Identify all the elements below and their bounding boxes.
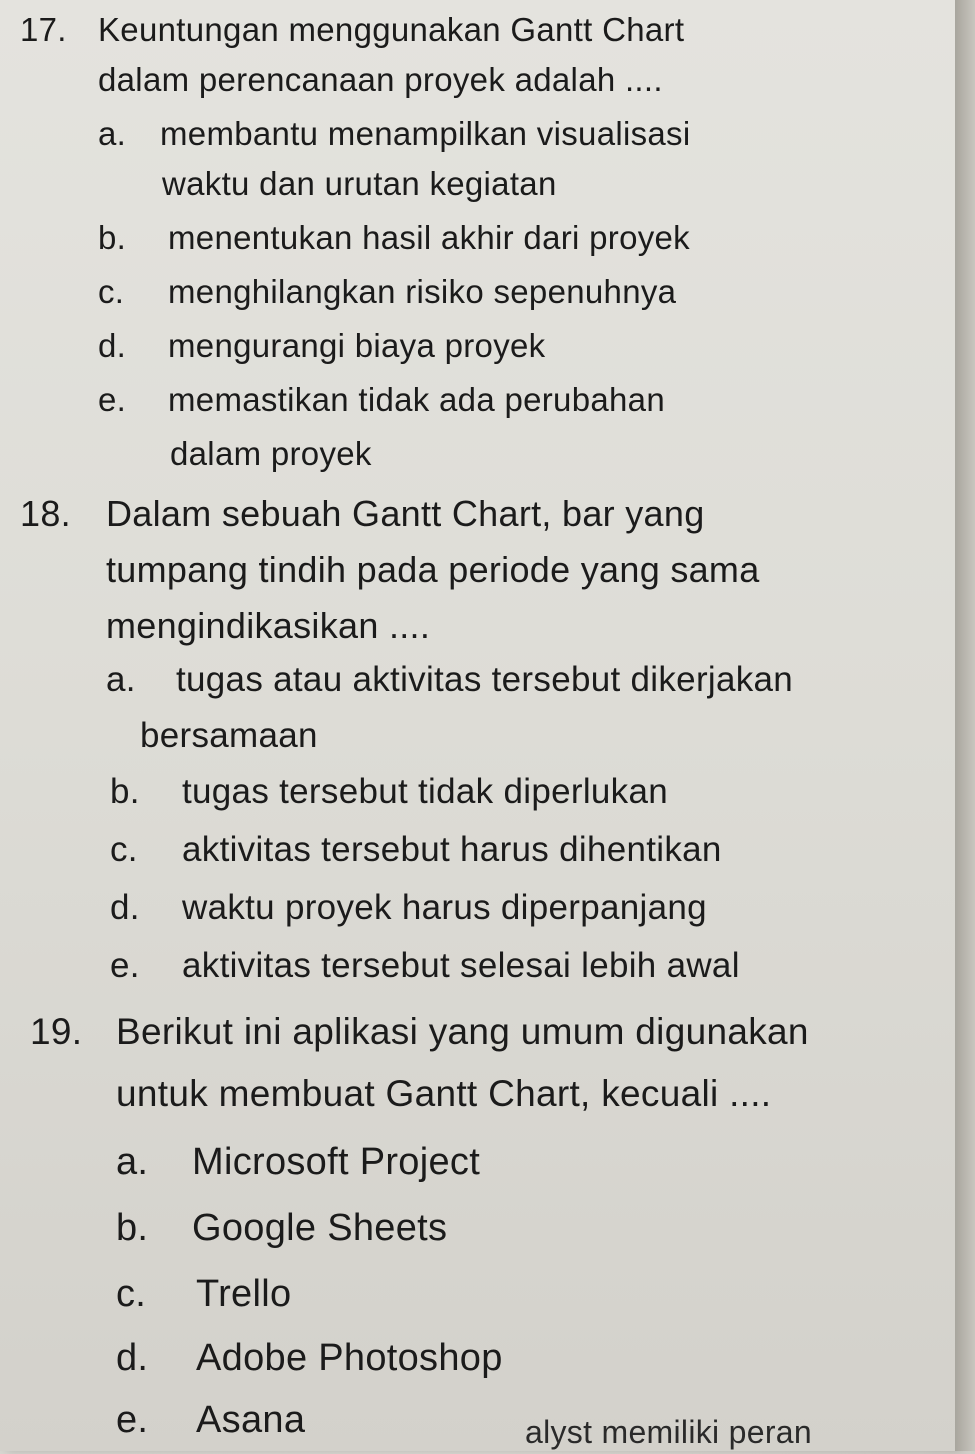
question-text: Keuntungan menggunakan Gantt Chart (98, 11, 685, 48)
question-17-line-1 (20, 8, 684, 52)
option-text: Microsoft Project (192, 1141, 481, 1183)
question-19-line-2 (116, 1072, 771, 1116)
option-letter: b. (98, 219, 127, 256)
option-text: Google Sheets (192, 1207, 448, 1249)
option-letter: e. (110, 946, 140, 985)
question-text: mengindikasikan .... (106, 605, 431, 646)
option-17a-line-2 (162, 162, 557, 206)
option-text: tugas tersebut tidak diperlukan (182, 772, 668, 811)
option-text: tugas atau aktivitas tersebut dikerjakan (176, 660, 794, 699)
option-19b (116, 1206, 447, 1250)
question-text: dalam perencanaan proyek adalah .... (98, 61, 663, 98)
option-17e-line-2 (170, 432, 372, 476)
option-text: memastikan tidak ada perubahan (168, 381, 665, 418)
option-18a-line-1 (106, 658, 793, 702)
option-letter: d. (116, 1337, 149, 1379)
option-text: menghilangkan risiko sepenuhnya (168, 273, 677, 310)
option-18b (110, 770, 668, 814)
option-text: aktivitas tersebut harus dihentikan (182, 830, 722, 869)
option-text: Asana (196, 1399, 306, 1441)
option-18a-line-2 (140, 714, 318, 758)
option-letter: a. (98, 115, 127, 152)
question-18-line-3 (106, 604, 430, 648)
option-letter: d. (110, 888, 140, 927)
question-text: Berikut ini aplikasi yang umum digunakan (116, 1011, 809, 1052)
question-number: 19. (30, 1011, 83, 1052)
question-text: tumpang tindih pada periode yang sama (106, 549, 760, 590)
option-text: waktu proyek harus diperpanjang (182, 888, 707, 927)
option-letter: a. (106, 660, 136, 699)
fragment-text: alyst memiliki peran (525, 1414, 812, 1450)
option-text: Trello (196, 1273, 292, 1315)
option-letter: e. (116, 1399, 149, 1441)
option-17a-line-1 (98, 112, 691, 156)
option-letter: b. (116, 1207, 149, 1249)
option-18c (110, 828, 722, 872)
question-18-line-1 (20, 492, 705, 536)
option-letter: b. (110, 772, 140, 811)
option-letter: c. (116, 1273, 147, 1315)
option-letter: c. (110, 830, 138, 869)
option-letter: c. (98, 273, 125, 310)
question-text: Dalam sebuah Gantt Chart, bar yang (106, 493, 705, 534)
page-edge-shadow (955, 0, 975, 1451)
option-text: Adobe Photoshop (196, 1337, 503, 1379)
option-text: mengurangi biaya proyek (168, 327, 546, 364)
option-19e (116, 1398, 305, 1442)
option-letter: d. (98, 327, 127, 364)
option-text: dalam proyek (170, 435, 372, 472)
option-17d (98, 324, 545, 368)
option-text: waktu dan urutan kegiatan (162, 165, 557, 202)
option-17e-line-1 (98, 378, 665, 422)
option-18d (110, 886, 707, 930)
option-19d (116, 1336, 503, 1380)
option-19a (116, 1140, 480, 1184)
question-19-line-1 (30, 1010, 809, 1054)
question-18-line-2 (106, 548, 760, 592)
question-number: 17. (20, 11, 67, 48)
option-18e (110, 944, 740, 988)
option-17c (98, 270, 676, 314)
question-number: 18. (20, 493, 71, 534)
option-letter: e. (98, 381, 127, 418)
option-letter: a. (116, 1141, 149, 1183)
question-text: untuk membuat Gantt Chart, kecuali .... (116, 1073, 772, 1114)
option-17b (98, 216, 690, 260)
next-page-fragment (525, 1410, 812, 1454)
option-text: menentukan hasil akhir dari proyek (168, 219, 690, 256)
option-text: bersamaan (140, 716, 318, 755)
question-17-line-2 (98, 58, 663, 102)
option-text: membantu menampilkan visualisasi (160, 115, 691, 152)
option-19c (116, 1272, 291, 1316)
option-text: aktivitas tersebut selesai lebih awal (182, 946, 740, 985)
